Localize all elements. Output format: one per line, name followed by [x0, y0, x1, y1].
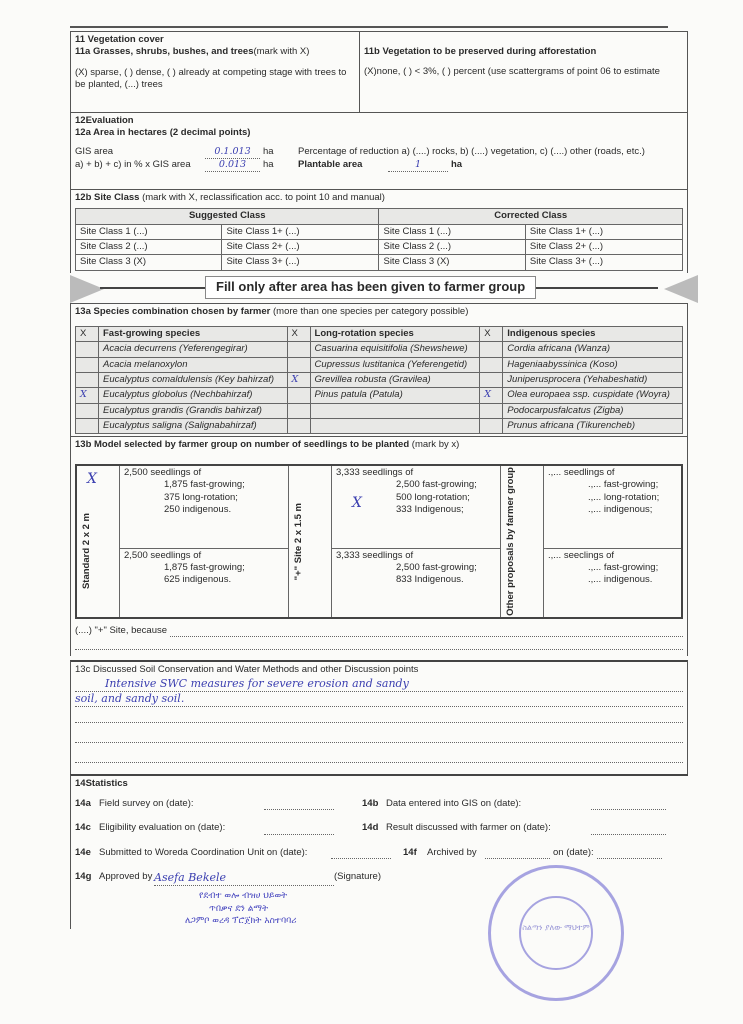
option-line: 3,333 seedlings of — [336, 466, 414, 478]
site-class-cell[interactable]: Site Class 3 (X) — [379, 255, 525, 270]
s12a-title: 12a Area in hectares (2 decimal points) — [75, 127, 251, 139]
mark-cell[interactable] — [287, 342, 310, 357]
species-cell — [310, 419, 480, 434]
mark-cell[interactable] — [480, 357, 503, 372]
option-line: 500 long-rotation; — [396, 491, 470, 503]
option-line: .,... fast-growing; — [588, 479, 659, 491]
other-proposals-cell — [501, 465, 544, 618]
ha-unit: ha — [451, 159, 463, 171]
s14-title: 14Statistics — [75, 777, 128, 789]
s13a-title: 13a Species combination chosen by farmer — [75, 305, 271, 317]
site-class-cell[interactable]: Site Class 2+ (...) — [222, 240, 379, 255]
species-cell: Podocarpusfalcatus (Zigba) — [503, 403, 683, 418]
because-label: (....) "+" Site, because — [75, 624, 168, 636]
species-cell: Cordia africana (Wanza) — [503, 342, 683, 357]
site-class-cell[interactable]: Site Class 2 (...) — [76, 240, 222, 255]
stamp-text: ስልጣን ያለው ማህተም — [522, 923, 590, 932]
site-class-cell[interactable]: Site Class 1 (...) — [379, 224, 525, 239]
option-line: 375 long-rotation; — [164, 491, 238, 503]
mark-cell[interactable] — [76, 357, 99, 372]
section-11b — [360, 32, 687, 112]
species-cell: Prunus africana (Tikurencheb) — [503, 419, 683, 434]
table-row — [76, 357, 683, 372]
mark-cell[interactable] — [287, 357, 310, 372]
section-11 — [70, 31, 688, 112]
option-line: 2,500 seedlings of — [124, 466, 202, 478]
x-header: X — [480, 327, 503, 342]
because-field-line2[interactable] — [75, 637, 683, 650]
stamp-emblem-icon — [519, 896, 593, 970]
eligibility-date[interactable] — [264, 822, 334, 834]
table-row — [76, 342, 683, 357]
discussion-line-4[interactable] — [75, 727, 683, 743]
site-class-cell[interactable]: Site Class 3 (X) — [76, 255, 222, 270]
standard-option-1[interactable] — [120, 465, 289, 548]
option-line: 833 Indigenous. — [396, 574, 464, 586]
abc-value[interactable]: 0.013 — [205, 159, 260, 172]
s14f-num: 14f — [403, 846, 417, 858]
species-cell: Grevillea robusta (Gravilea) — [310, 373, 480, 388]
form-frame — [70, 31, 688, 929]
x-header: X — [287, 327, 310, 342]
mark-cell[interactable]: X — [480, 388, 503, 403]
species-cell: Acacia melanoxylon — [99, 357, 288, 372]
signature-label: (Signature) — [334, 871, 381, 883]
option-line: 625 indigenous. — [164, 574, 232, 586]
mark-cell[interactable] — [76, 419, 99, 434]
site-class-cell[interactable]: Site Class 3+ (...) — [222, 255, 379, 270]
plus-site-label: "+" Site 2 x 1.5 m — [293, 502, 304, 580]
s13b-note: (mark by x) — [411, 439, 460, 451]
mark-cell[interactable] — [480, 419, 503, 434]
corrected-class-header: Corrected Class — [379, 209, 683, 224]
s14e-num: 14e — [75, 846, 91, 858]
s11b-title: 11b Vegetation to be preserved during afforestation — [364, 46, 597, 57]
approved-by-signature[interactable]: Asefa Bekele — [154, 871, 334, 886]
option-line: .,... long-rotation; — [588, 491, 660, 503]
other-option-2[interactable] — [544, 548, 683, 617]
mark-cell[interactable]: X — [287, 373, 310, 388]
section-13c — [70, 660, 688, 773]
mark-cell[interactable] — [480, 373, 503, 388]
table-row — [76, 419, 683, 434]
ha-unit: ha — [263, 159, 274, 171]
species-cell: Juniperusprocera (Yehabeshatid) — [503, 373, 683, 388]
banner-text: Fill only after area has been given to farmer group — [205, 276, 536, 299]
s12-title: 12Evaluation — [75, 115, 134, 126]
gis-area-value[interactable]: 0.1.013 — [205, 146, 260, 159]
table-row — [76, 255, 683, 270]
s14f-on-label: on (date): — [553, 846, 594, 858]
plus-option-1[interactable] — [332, 465, 501, 548]
section-13b — [70, 436, 688, 656]
s14e-label: Submitted to Woreda Coordination Unit on (date): — [99, 846, 308, 858]
official-stamp — [488, 865, 624, 1001]
discussion-line-3[interactable] — [75, 707, 683, 723]
s11a-text: (X) sparse, ( ) dense, ( ) already at competing stage with trees to be planted, (...) trees — [75, 66, 347, 91]
s14c-label: Eligibility evaluation on (date): — [99, 822, 226, 834]
right-arrow-icon — [664, 275, 698, 303]
option-line: 250 indigenous. — [164, 503, 232, 515]
species-cell: Olea europaea ssp. cuspidate (Woyra) — [503, 388, 683, 403]
model-table — [75, 464, 683, 619]
plus-option-2[interactable] — [332, 548, 501, 617]
species-cell: Cupressus lustitanica (Yeferengetid) — [310, 357, 480, 372]
fast-growing-header: Fast-growing species — [99, 327, 288, 342]
site-class-cell[interactable]: Site Class 2+ (...) — [525, 240, 682, 255]
s14a-num: 14a — [75, 798, 91, 810]
s14g-num: 14g — [75, 871, 92, 883]
standard-mark[interactable]: X — [87, 470, 97, 487]
option-line: 1,875 fast-growing; — [164, 562, 245, 574]
option-line: 1,875 fast-growing; — [164, 479, 245, 491]
mark-cell[interactable] — [480, 403, 503, 418]
site-class-cell[interactable]: Site Class 3+ (...) — [525, 255, 682, 270]
discussion-line-5[interactable] — [75, 747, 683, 763]
mark-cell[interactable] — [76, 403, 99, 418]
species-cell: Hageniaabyssinica (Koso) — [503, 357, 683, 372]
top-rule — [70, 26, 668, 28]
species-cell — [310, 403, 480, 418]
long-rotation-header: Long-rotation species — [310, 327, 480, 342]
species-cell: Eucalyptus grandis (Grandis bahirzaf) — [99, 403, 288, 418]
s12b-note: (mark with X, reclassification acc. to point 10 and manual) — [142, 192, 385, 203]
s11b-text: (X)none, ( ) < 3%, ( ) percent (use scattergrams of point 06 to estimate — [364, 66, 660, 78]
species-cell: Eucalyptus globolus (Nechbahirzaf) — [99, 388, 288, 403]
mark-cell[interactable]: X — [76, 388, 99, 403]
mark-cell[interactable] — [480, 342, 503, 357]
site-class-cell[interactable]: Site Class 1 (...) — [76, 224, 222, 239]
discussion-line-2[interactable]: soil, and sandy soil. — [75, 692, 683, 707]
species-cell: Casuarina equisitifolia (Shewshewe) — [310, 342, 480, 357]
gis-area-label: GIS area — [75, 145, 114, 157]
s14c-num: 14c — [75, 822, 91, 834]
s11a-note: (mark with X) — [253, 46, 310, 58]
species-cell: Acacia decurrens (Yeferengegirar) — [99, 342, 288, 357]
s12b-title: 12b Site Class — [75, 192, 140, 203]
plus-site-cell — [289, 465, 332, 618]
mark-cell[interactable] — [287, 403, 310, 418]
s11a-title: 11a Grasses, shrubs, bushes, and trees — [75, 46, 254, 58]
gis-entry-date[interactable] — [591, 798, 666, 810]
s13b-title: 13b Model selected by farmer group on number of seedlings to be planted — [75, 439, 410, 451]
archived-by-field[interactable] — [485, 847, 550, 859]
site-class-cell[interactable]: Site Class 2 (...) — [379, 240, 525, 255]
table-row — [76, 240, 683, 255]
discussion-line-1[interactable]: Intensive SWC measures for severe erosion and sandy — [75, 677, 683, 692]
mark-cell[interactable] — [287, 419, 310, 434]
indigenous-header: Indigenous species — [503, 327, 683, 342]
standard-option-2[interactable] — [120, 548, 289, 617]
option-line: 2,500 fast-growing; — [396, 562, 477, 574]
mark-cell[interactable] — [287, 388, 310, 403]
x-header: X — [76, 327, 99, 342]
fill-after-banner — [70, 275, 688, 301]
archived-date[interactable] — [597, 847, 662, 859]
because-field[interactable] — [170, 625, 683, 637]
option-line: 2,500 seedlings of — [124, 549, 202, 561]
s13c-title: 13c Discussed Soil Conservation and Water Methods and other Discussion points — [75, 664, 419, 676]
species-cell: Eucalyptus comaldulensis (Key bahirzaf) — [99, 373, 288, 388]
table-row — [76, 403, 683, 418]
option-line: .,... indigenous. — [588, 574, 653, 586]
species-cell: Pinus patula (Patula) — [310, 388, 480, 403]
reduction-label: Percentage of reduction a) (....) rocks, b) (....) vegetation, c) (....) other (roads, etc.) — [298, 145, 645, 157]
suggested-class-header: Suggested Class — [76, 209, 379, 224]
s11-title: 11 Vegetation cover — [75, 34, 164, 45]
option-line: 3,333 seedlings of — [336, 549, 414, 561]
mark-cell[interactable] — [76, 373, 99, 388]
section-12b — [70, 189, 688, 273]
section-11a — [71, 32, 360, 112]
mark-cell[interactable] — [76, 342, 99, 357]
s14d-num: 14d — [362, 822, 379, 834]
option-line: 2,500 fast-growing; — [396, 479, 477, 491]
field-survey-date[interactable] — [264, 798, 334, 810]
option-line: 333 Indigenous; — [396, 503, 464, 515]
option-line: .,... indigenous; — [588, 503, 653, 515]
species-table — [75, 326, 683, 434]
site-class-cell[interactable]: Site Class 1+ (...) — [525, 224, 682, 239]
plantable-value[interactable]: 1 — [388, 159, 448, 172]
s14f-label: Archived by — [427, 846, 477, 858]
submitted-date[interactable] — [331, 847, 391, 859]
standard-label: Standard 2 x 2 m — [81, 513, 92, 590]
approver-line: ጥበቃና ደን ልማት — [209, 903, 269, 914]
discussed-date[interactable] — [591, 822, 666, 834]
species-cell: Eucalyptus saligna (Salignabahirzaf) — [99, 419, 288, 434]
option-line: .,... seedlings of — [548, 466, 615, 478]
left-arrow-icon — [70, 275, 104, 303]
s14d-label: Result discussed with farmer on (date): — [386, 822, 551, 834]
ha-unit: ha — [263, 145, 274, 157]
standard-cell — [76, 465, 120, 618]
s14g-label: Approved by — [99, 871, 153, 883]
section-12 — [70, 112, 688, 189]
s14b-num: 14b — [362, 798, 379, 810]
table-row — [76, 373, 683, 388]
section-13a — [70, 303, 688, 437]
s14a-label: Field survey on (date): — [99, 798, 194, 810]
abc-label: a) + b) + c) in % x GIS area — [75, 159, 191, 171]
table-row — [76, 388, 683, 403]
plus-mark[interactable]: X — [352, 494, 362, 511]
approver-line: ለጋምቦ ወረዳ ፕሮጀክት አስተባባሪ — [185, 915, 297, 926]
s14b-label: Data entered into GIS on (date): — [386, 798, 522, 810]
option-line: .,... seeclings of — [548, 549, 615, 561]
site-class-table — [75, 208, 683, 270]
other-option-1[interactable] — [544, 465, 683, 548]
s13a-note: (more than one species per category possible) — [273, 305, 469, 317]
approver-line: የደብተ ወሎ ብዝሀ ህይወት — [199, 891, 288, 902]
table-row — [76, 224, 683, 239]
other-proposals-label: Other proposals by farmer group — [505, 466, 516, 616]
plantable-label: Plantable area — [298, 159, 363, 171]
site-class-cell[interactable]: Site Class 1+ (...) — [222, 224, 379, 239]
option-line: .,... fast-growing; — [588, 562, 659, 574]
